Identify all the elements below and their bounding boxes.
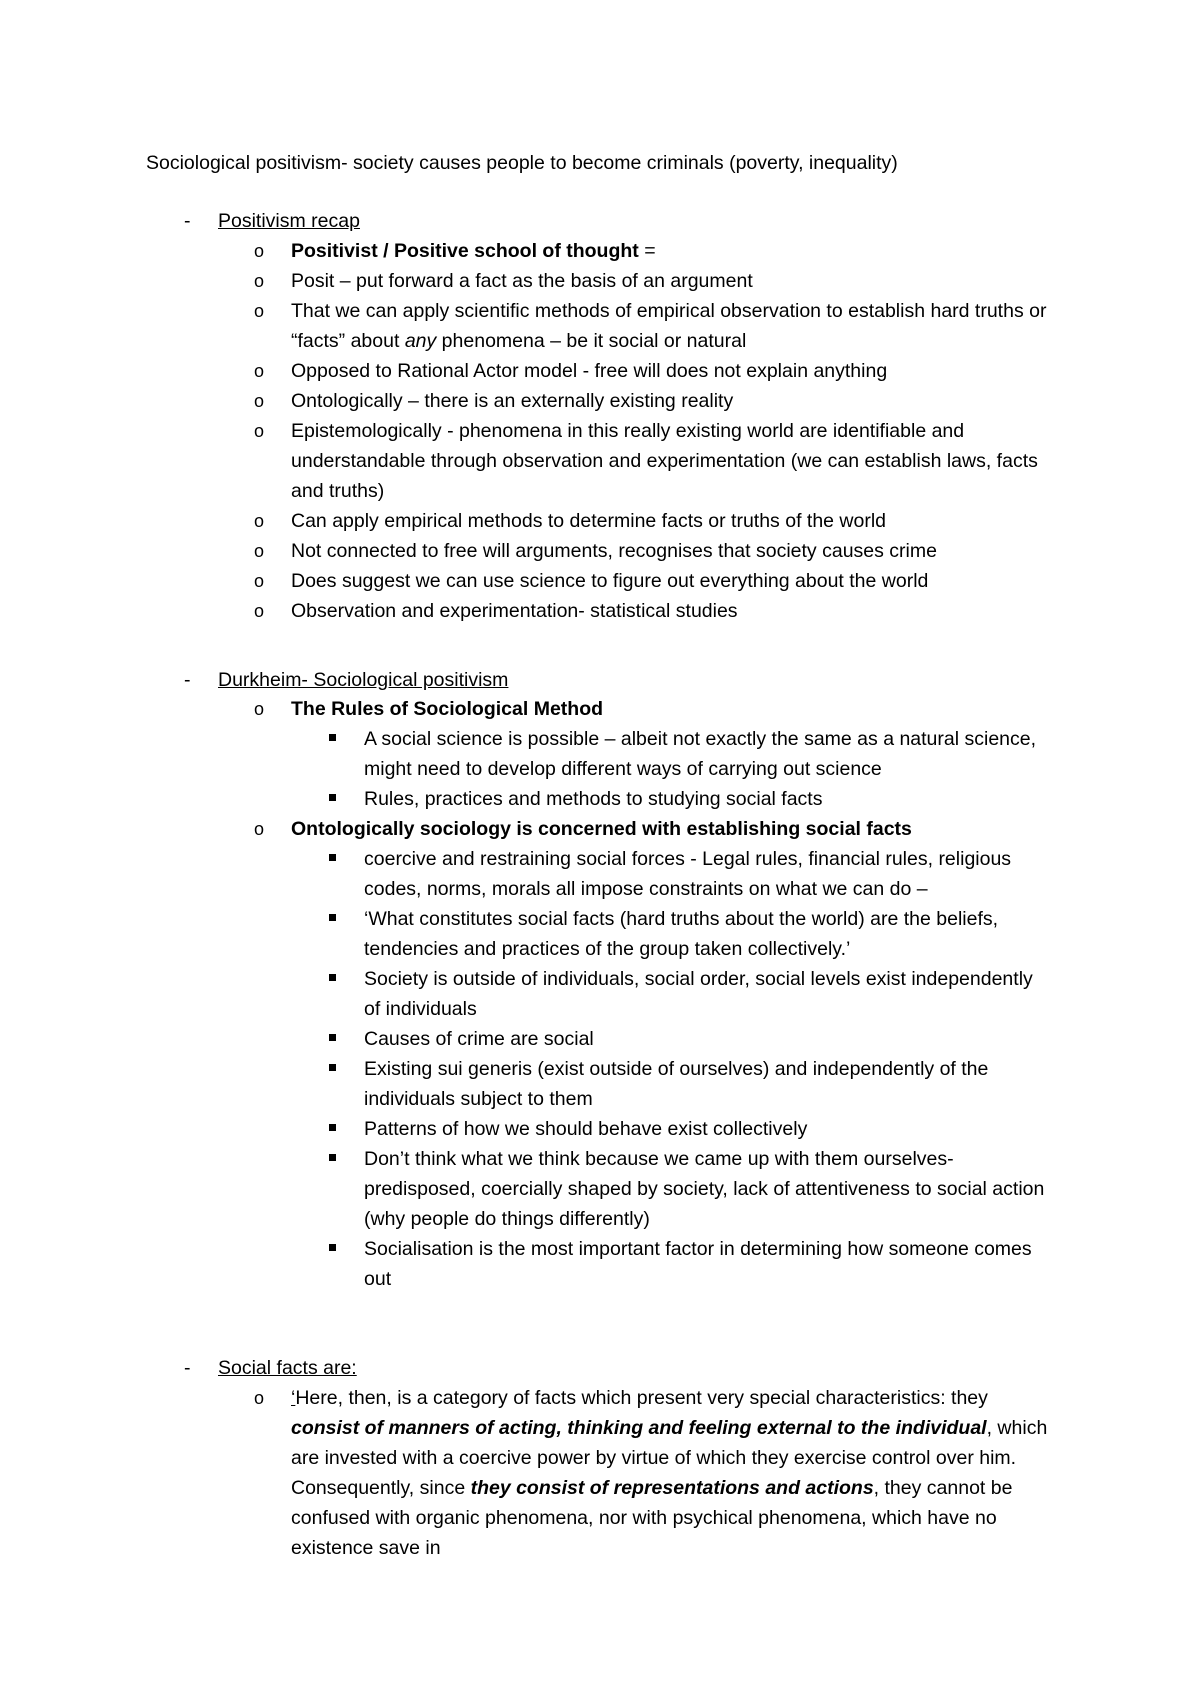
square-bullet-icon bbox=[329, 734, 336, 741]
circle-bullet-icon: o bbox=[254, 391, 265, 411]
square-bullet-icon bbox=[329, 1154, 336, 1161]
list-item: o Observation and experimentation- statistical studies bbox=[0, 596, 1061, 626]
list-item: o Posit – put forward a fact as the basis of an argument bbox=[0, 266, 1061, 296]
circle-bullet-icon: o bbox=[254, 301, 265, 321]
circle-bullet-icon: o bbox=[254, 571, 265, 591]
document-title: Sociological positivism- society causes people to become criminals (poverty, inequality) bbox=[146, 152, 898, 174]
square-bullet-icon bbox=[329, 1064, 336, 1071]
sub-list-item: Rules, practices and methods to studying social facts bbox=[0, 784, 1054, 814]
dash-bullet: - bbox=[184, 669, 191, 691]
list-item: o Not connected to free will arguments, recognises that society causes crime bbox=[0, 536, 1061, 566]
sub-list-item: Patterns of how we should behave exist collectively bbox=[0, 1114, 1054, 1144]
positivism-list bbox=[0, 236, 1200, 626]
sub-list-item: Existing sui generis (exist outside of ourselves) and independently of the individuals subject to them bbox=[0, 1054, 1054, 1114]
durkheim-list bbox=[0, 694, 1200, 1294]
square-bullet-icon bbox=[329, 854, 336, 861]
square-bullet-icon bbox=[329, 1124, 336, 1131]
square-bullet-icon bbox=[329, 1244, 336, 1251]
circle-bullet-icon: o bbox=[254, 421, 265, 441]
quote-item: o ‘Here, then, is a category of facts which present very special characteristics: they consist of manners of acting, thinking and feeling external to the individual, which are invested with a coercive power by virtue of which they exercise control over him. Consequently, since they consist of representations and actions, they cannot be confused with organic phenomena, nor with psychical phenomena, which have no existence save in bbox=[0, 1383, 1061, 1563]
circle-bullet-icon: o bbox=[254, 699, 265, 719]
circle-bullet-icon: o bbox=[254, 511, 265, 531]
square-bullet-icon bbox=[329, 794, 336, 801]
social-facts-list bbox=[0, 1383, 1200, 1563]
list-item: o Opposed to Rational Actor model - free will does not explain anything bbox=[0, 356, 1061, 386]
sub-list-item: A social science is possible – albeit not exactly the same as a natural science, might need to develop different ways of carrying out science bbox=[0, 724, 1054, 784]
circle-bullet-icon: o bbox=[254, 541, 265, 561]
list-item: o Can apply empirical methods to determine facts or truths of the world bbox=[0, 506, 1061, 536]
section-heading: Durkheim- Sociological positivism bbox=[218, 669, 509, 691]
sub-list-item: Society is outside of individuals, social order, social levels exist independently of individuals bbox=[0, 964, 1054, 1024]
sub-list-item: ‘What constitutes social facts (hard truths about the world) are the beliefs, tendencies and practices of the group taken collectively.’ bbox=[0, 904, 1054, 964]
square-bullet-icon bbox=[329, 914, 336, 921]
sub-list-item: coercive and restraining social forces - Legal rules, financial rules, religious codes, norms, morals all impose constraints on what we can do – bbox=[0, 844, 1054, 904]
square-bullet-icon bbox=[329, 974, 336, 981]
sub-list-item: Don’t think what we think because we came up with them ourselves- predisposed, coercially shaped by society, lack of attentiveness to social action (why people do things differently) bbox=[0, 1144, 1054, 1234]
circle-bullet-icon: o bbox=[254, 241, 265, 261]
section-heading: Positivism recap bbox=[218, 210, 360, 232]
sub-list-item: Causes of crime are social bbox=[0, 1024, 1054, 1054]
list-item: o The Rules of Sociological Method bbox=[0, 694, 1061, 724]
dash-bullet: - bbox=[184, 1357, 191, 1379]
section-heading: Social facts are: bbox=[218, 1357, 357, 1379]
circle-bullet-icon: o bbox=[254, 601, 265, 621]
circle-bullet-icon: o bbox=[254, 819, 265, 839]
circle-bullet-icon: o bbox=[254, 1388, 265, 1408]
circle-bullet-icon: o bbox=[254, 271, 265, 291]
dash-bullet: - bbox=[184, 210, 191, 232]
list-item: o That we can apply scientific methods of empirical observation to establish hard truths or “facts” about any phenomena – be it social or natural bbox=[0, 296, 1061, 356]
square-bullet-icon bbox=[329, 1034, 336, 1041]
list-item: o Epistemologically - phenomena in this really existing world are identifiable and understandable through observation and experimentation (we can establish laws, facts and truths) bbox=[0, 416, 1061, 506]
list-item: o Positivist / Positive school of thought = bbox=[0, 236, 1061, 266]
list-item: o Ontologically sociology is concerned with establishing social facts bbox=[0, 814, 1061, 844]
sub-list-item: Socialisation is the most important factor in determining how someone comes out bbox=[0, 1234, 1054, 1294]
circle-bullet-icon: o bbox=[254, 361, 265, 381]
list-item: o Ontologically – there is an externally existing reality bbox=[0, 386, 1061, 416]
list-item: o Does suggest we can use science to figure out everything about the world bbox=[0, 566, 1061, 596]
